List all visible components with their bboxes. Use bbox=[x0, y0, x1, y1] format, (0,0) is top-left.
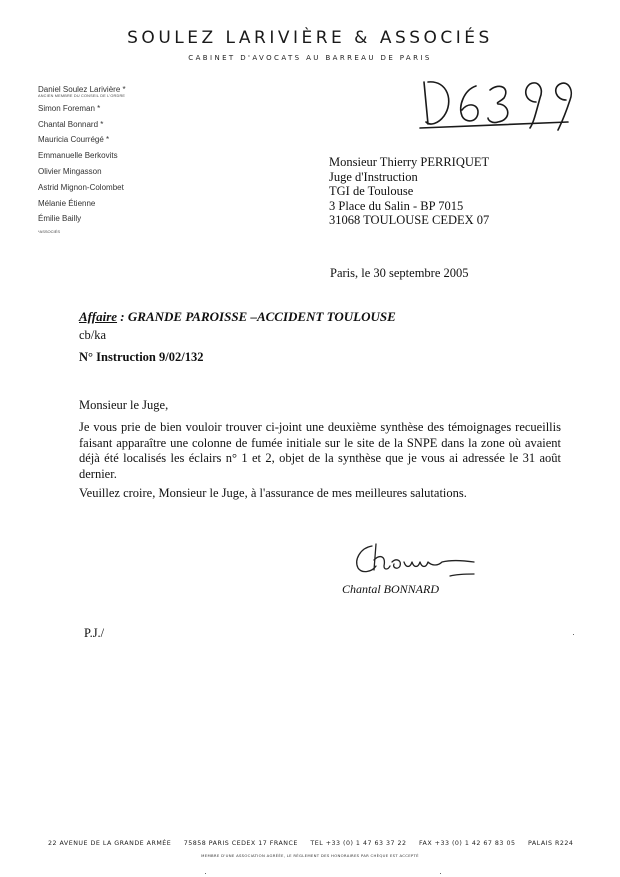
affaire-separator: : bbox=[117, 309, 128, 324]
footer-city: 75858 PARIS CEDEX 17 FRANCE bbox=[183, 840, 298, 847]
partner-name: Olivier Mingasson bbox=[38, 166, 102, 176]
footer-fax: FAX +33 (0) 1 42 67 83 05 bbox=[419, 840, 516, 847]
scan-speck bbox=[573, 634, 574, 635]
recipient-street: 3 Place du Salin - BP 7015 bbox=[329, 198, 464, 213]
partner-name: Émilie Bailly bbox=[38, 214, 82, 224]
partner-name: Astrid Mignon-Colombet bbox=[38, 182, 124, 192]
partner-name: Chantal Bonnard * bbox=[38, 119, 104, 129]
date-line: Paris, le 30 septembre 2005 bbox=[330, 266, 469, 280]
recipient-name: Monsieur Thierry PERRIQUET bbox=[329, 155, 490, 169]
partner-name: Mauricia Courrégé * bbox=[38, 135, 110, 145]
recipient-address bbox=[329, 155, 489, 228]
recipient-title: Juge d'Instruction bbox=[329, 169, 418, 184]
partner-name: Mélanie Étienne bbox=[38, 198, 96, 208]
affaire-value: GRANDE PAROISSE –ACCIDENT TOULOUSE bbox=[127, 309, 396, 324]
partners-footnote: *ASSOCIÉS bbox=[38, 229, 61, 235]
partner-note: ANCIEN MEMBRE DU CONSEIL DE L'ORDRE bbox=[38, 93, 126, 98]
handwritten-reference-mark bbox=[418, 72, 578, 134]
affaire-line bbox=[79, 309, 396, 325]
footer-phone: TEL +33 (0) 1 47 63 37 22 bbox=[310, 840, 407, 847]
footer-address bbox=[48, 840, 583, 847]
enclosures: P.J./ bbox=[84, 626, 105, 640]
signer-name: Chantal BONNARD bbox=[342, 582, 440, 596]
partner-name: Daniel Soulez Larivière * bbox=[38, 85, 126, 94]
firm-name: SOULEZ LARIVIÈRE & ASSOCIÉS bbox=[127, 28, 493, 48]
scan-speck bbox=[440, 873, 441, 874]
closing-formula: Veuillez croire, Monsieur le Juge, à l'assurance de mes meilleures salutations. bbox=[79, 486, 467, 500]
instruction-number: N° Instruction 9/02/132 bbox=[79, 350, 204, 364]
partner-name: Emmanuelle Berkovits bbox=[38, 151, 118, 161]
signature bbox=[350, 540, 490, 580]
recipient-city: 31068 TOULOUSE CEDEX 07 bbox=[329, 213, 490, 228]
partner-name: Simon Foreman * bbox=[38, 103, 101, 113]
letter-body: Je vous prie de bien vouloir trouver ci-joint une deuxième synthèse des témoignages recueillis faisant apparaître une colonne de fumée initiale sur le site de la SNPE dans la zone où avaient déjà été localisés les éclairs n° 1 et 2, objet de la synthèse que je vous ai adressée le 31 août dernier. bbox=[79, 420, 561, 481]
footer-palais: PALAIS R224 bbox=[527, 840, 574, 847]
firm-subtitle: CABINET D'AVOCATS AU BARREAU DE PARIS bbox=[188, 54, 432, 62]
footer-note: MEMBRE D'UNE ASSOCIATION AGRÉÉE, LE RÈGLEMENT DES HONORAIRES PAR CHÈQUE EST ACCEPTÉ bbox=[201, 853, 419, 858]
scan-speck bbox=[205, 873, 206, 874]
partners-list bbox=[38, 82, 208, 234]
affaire-label: Affaire bbox=[79, 309, 118, 324]
salutation: Monsieur le Juge, bbox=[79, 398, 169, 412]
recipient-court: TGI de Toulouse bbox=[329, 184, 414, 199]
footer-street: 22 AVENUE DE LA GRANDE ARMÉE bbox=[48, 840, 172, 847]
reference-code: cb/ka bbox=[79, 328, 107, 342]
